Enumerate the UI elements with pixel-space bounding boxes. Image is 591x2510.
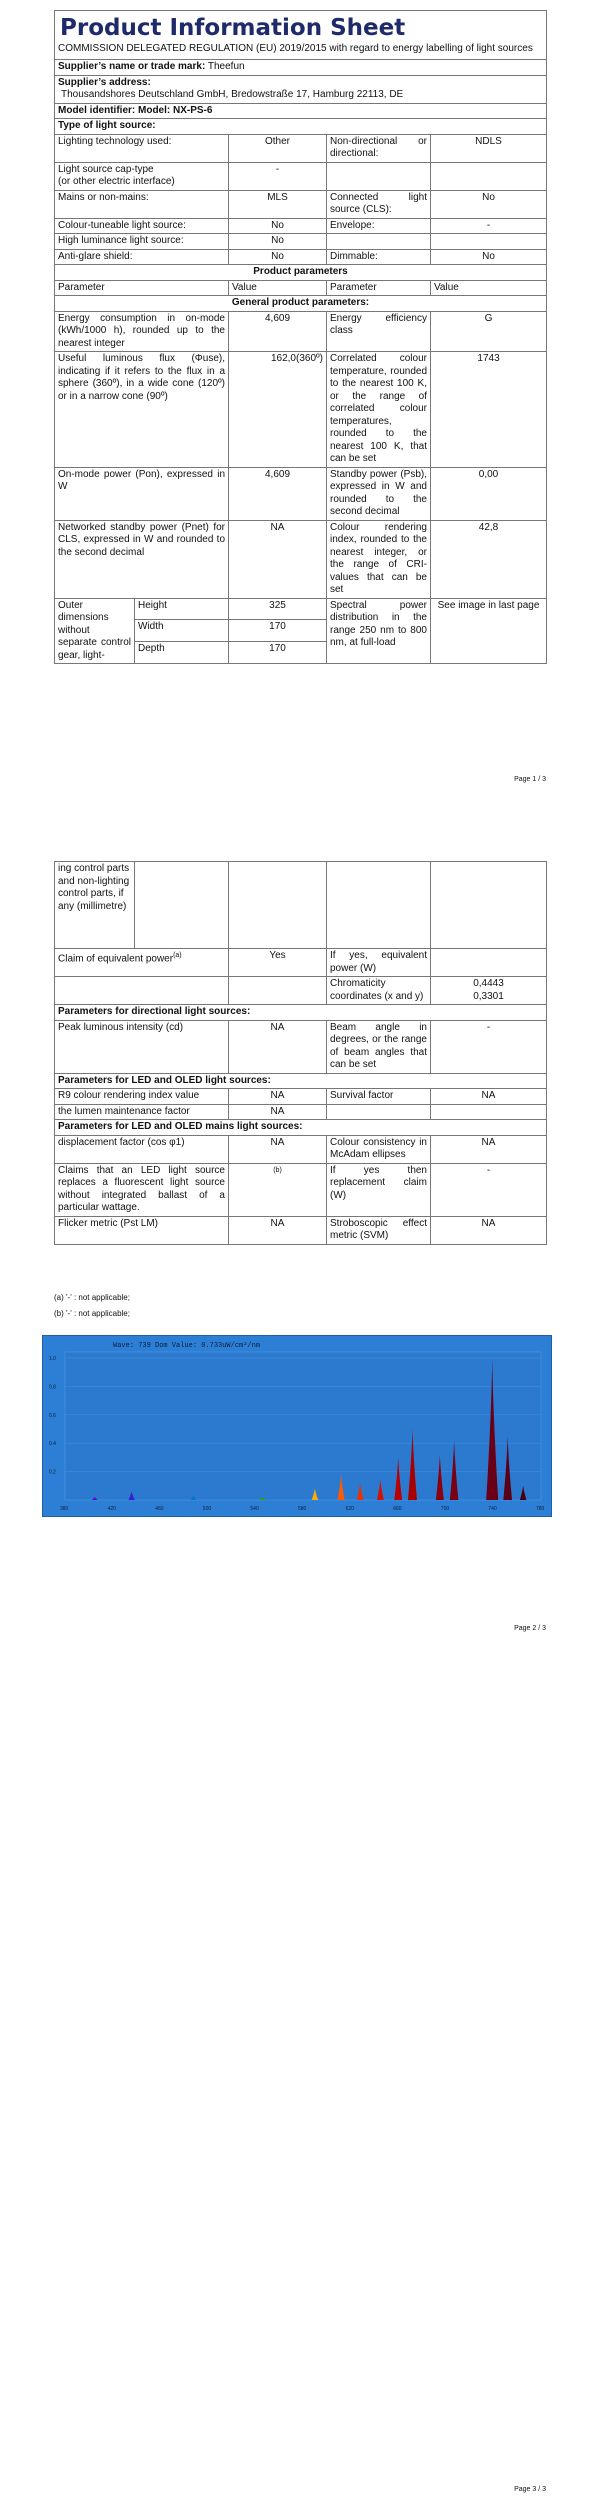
eff-class-label: Energy efficiency class: [327, 311, 431, 352]
footnote-a: (a) '-' : not applicable;: [54, 1293, 130, 1302]
page-number-3: Page 3 / 3: [514, 2486, 546, 2493]
model-label: Model identifier: Model:: [58, 104, 171, 116]
x-tick-label: 620: [345, 1506, 354, 1512]
col-value-2: Value: [431, 280, 547, 296]
x-tick-label: 660: [393, 1506, 402, 1512]
energy-value: 4,609: [229, 311, 327, 352]
survival-label: Survival factor: [327, 1089, 431, 1105]
beam-label: Beam angle in degrees, or the range of beam angles that can be set: [327, 1020, 431, 1073]
y-tick-label: 0.8: [49, 1384, 56, 1391]
page-3-footer: [0, 2480, 591, 2510]
standby-label: Standby power (Psb), expressed in W and rounded to the second decimal: [327, 467, 431, 520]
info-sheet-page-2: [54, 861, 546, 1245]
depth-value: 170: [229, 642, 327, 664]
equiv-value: [431, 949, 547, 977]
cap-type-sublabel: (or other electric interface): [58, 176, 175, 187]
standby-value: 0,00: [431, 467, 547, 520]
strobo-label: Stroboscopic effect metric (SVM): [327, 1216, 431, 1244]
width-label: Width: [135, 620, 229, 642]
led-heading: Parameters for LED and OLED light sources:: [55, 1073, 547, 1089]
depth-label: Depth: [135, 642, 229, 664]
peak-value: NA: [229, 1020, 327, 1073]
outer-dims-label: Outer dimensions without separate control gear, light-: [55, 598, 135, 664]
chroma-y: 0,3301: [473, 990, 504, 1002]
page-1: [0, 0, 591, 800]
y-tick-label: 0.6: [49, 1412, 56, 1419]
page-number-1: Page 1 / 3: [514, 776, 546, 783]
r9-label: R9 colour rendering index value: [55, 1089, 229, 1105]
type-heading: Type of light source:: [55, 119, 547, 135]
displacement-value: NA: [229, 1135, 327, 1163]
onmode-label: On-mode power (Pon), expressed in W: [55, 467, 229, 520]
claim-value: Yes: [229, 949, 327, 977]
lumen-label: the lumen maintenance factor: [55, 1104, 229, 1120]
outer-dims-label-cont: ing control parts and non-lighting control parts, if any (millimetre): [55, 862, 135, 949]
replacement-value: -: [431, 1163, 547, 1216]
spec-table-page-2: [54, 861, 547, 1245]
width-value: 170: [229, 620, 327, 642]
claims-value: (b): [229, 1163, 327, 1216]
x-tick-label: 540: [250, 1506, 259, 1512]
energy-label: Energy consumption in on-mode (kWh/1000 h), rounded up to the nearest integer: [55, 311, 229, 352]
info-sheet-page-1: [54, 10, 546, 664]
equiv-label: If yes, equivalent power (W): [327, 949, 431, 977]
r9-value: NA: [229, 1089, 327, 1105]
x-tick-label: 700: [440, 1506, 450, 1512]
replacement-label: If yes then replacement claim (W): [327, 1163, 431, 1216]
supplier-label: Supplier’s name or trade mark:: [58, 61, 206, 72]
high-lum-label: High luminance light source:: [55, 234, 229, 250]
lighting-tech-value: Other: [229, 134, 327, 162]
cls-value: No: [431, 190, 547, 218]
flux-value: 162,0(360º): [229, 352, 327, 468]
onmode-value: 4,609: [229, 467, 327, 520]
antiglare-value: No: [229, 249, 327, 265]
envelope-label: Envelope:: [327, 218, 431, 234]
chroma-x: 0,4443: [473, 978, 504, 989]
footnote-b: (b) '-' : not applicable;: [54, 1309, 130, 1318]
peak-label: Peak luminous intensity (cd): [55, 1020, 229, 1073]
mcadam-label: Colour consistency in McAdam ellipses: [327, 1135, 431, 1163]
height-label: Height: [135, 598, 229, 620]
survival-value: NA: [431, 1089, 547, 1105]
strobo-value: NA: [431, 1216, 547, 1244]
page-number-2: Page 2 / 3: [514, 1625, 546, 1632]
claim-label: Claim of equivalent power: [58, 953, 174, 965]
flux-label: Useful luminous flux (Φuse), indicating if it refers to the flux in a sphere (360º), in a wide cone (120º) or in a narrow cone (90º): [55, 352, 229, 468]
displacement-label: displacement factor (cos φ1): [55, 1135, 229, 1163]
y-tick-label: 0.2: [49, 1469, 56, 1476]
page-2: [0, 855, 591, 1655]
x-tick-label: 740: [488, 1506, 497, 1512]
y-tick-label: 1.0: [49, 1356, 56, 1362]
col-value-1: Value: [229, 280, 327, 296]
x-tick-label: 420: [107, 1506, 116, 1512]
cap-type-value: -: [229, 162, 327, 190]
mains-label: Mains or non-mains:: [55, 190, 229, 218]
colour-tune-label: Colour-tuneable light source:: [55, 218, 229, 234]
spectrum-chart: [43, 1336, 551, 1516]
colour-tune-value: No: [229, 218, 327, 234]
page-title: Product Information Sheet: [60, 15, 406, 41]
cri-value: 42,8: [431, 520, 547, 598]
x-tick-label: 580: [298, 1506, 307, 1512]
flicker-value: NA: [229, 1216, 327, 1244]
cct-label: Correlated colour temperature, rounded to the nearest 100 K, or the range of correlated colour temperatures, rounded to the nearest 100 K, that can be set: [327, 352, 431, 468]
claim-footnote-marker: (a): [173, 952, 182, 959]
spec-table-page-1: [54, 10, 547, 664]
eff-class-value: G: [431, 311, 547, 352]
general-heading: General product parameters:: [55, 296, 547, 312]
col-parameter-2: Parameter: [327, 280, 431, 296]
lumen-value: NA: [229, 1104, 327, 1120]
supplier-name: Theefun: [207, 61, 245, 72]
spectrum-header: Wave: 739 Dom Value: 0.733uW/cm²/nm: [113, 1342, 261, 1350]
networked-value: NA: [229, 520, 327, 598]
model-value: NX-PS-6: [173, 104, 213, 116]
regulation-text: COMMISSION DELEGATED REGULATION (EU) 2019/2015 with regard to energy labelling of light sources: [58, 43, 533, 54]
y-tick-label: 0.4: [49, 1441, 56, 1448]
lighting-tech-label: Lighting technology used:: [55, 134, 229, 162]
networked-label: Networked standby power (Pnet) for CLS, expressed in W and rounded to the second decimal: [55, 520, 229, 598]
x-tick-label: 500: [202, 1506, 212, 1512]
cls-label: Connected light source (CLS):: [327, 190, 431, 218]
directional-heading: Parameters for directional light sources:: [55, 1005, 547, 1021]
mains-value: MLS: [229, 190, 327, 218]
chroma-label: Chromaticity coordinates (x and y): [327, 977, 431, 1005]
spd-value: See image in last page: [431, 598, 547, 664]
height-value: 325: [229, 598, 327, 620]
x-tick-label: 780: [536, 1506, 545, 1512]
x-tick-label: 380: [60, 1506, 69, 1512]
x-tick-label: 460: [155, 1506, 164, 1512]
spd-label: Spectral power distribution in the range 250 nm to 800 nm, at full-load: [327, 598, 431, 664]
envelope-value: -: [431, 218, 547, 234]
mcadam-value: NA: [431, 1135, 547, 1163]
spectral-power-distribution-image: [42, 1335, 552, 1517]
claims-label: Claims that an LED light source replaces a fluorescent light source without integrated ballast of a particular wattage.: [55, 1163, 229, 1216]
dimmable-value: No: [431, 249, 547, 265]
product-params-heading: Product parameters: [55, 265, 547, 281]
mains-heading: Parameters for LED and OLED mains light sources:: [55, 1120, 547, 1136]
nondirectional-value: NDLS: [431, 134, 547, 162]
col-parameter-1: Parameter: [55, 280, 229, 296]
beam-value: -: [431, 1020, 547, 1073]
dimmable-label: Dimmable:: [327, 249, 431, 265]
antiglare-label: Anti-glare shield:: [55, 249, 229, 265]
cri-label: Colour rendering index, rounded to the nearest integer, or the range of CRI-values that can be set: [327, 520, 431, 598]
nondirectional-label: Non-directional or directional:: [327, 134, 431, 162]
high-lum-value: No: [229, 234, 327, 250]
cap-type-label: Light source cap-type: [58, 163, 154, 175]
flicker-label: Flicker metric (Pst LM): [55, 1216, 229, 1244]
address-value: Thousandshores Deutschland GmbH, Bredowstraße 17, Hamburg 22113, DE: [61, 89, 404, 100]
cct-value: 1743: [431, 352, 547, 468]
address-label: Supplier’s address:: [58, 76, 151, 88]
